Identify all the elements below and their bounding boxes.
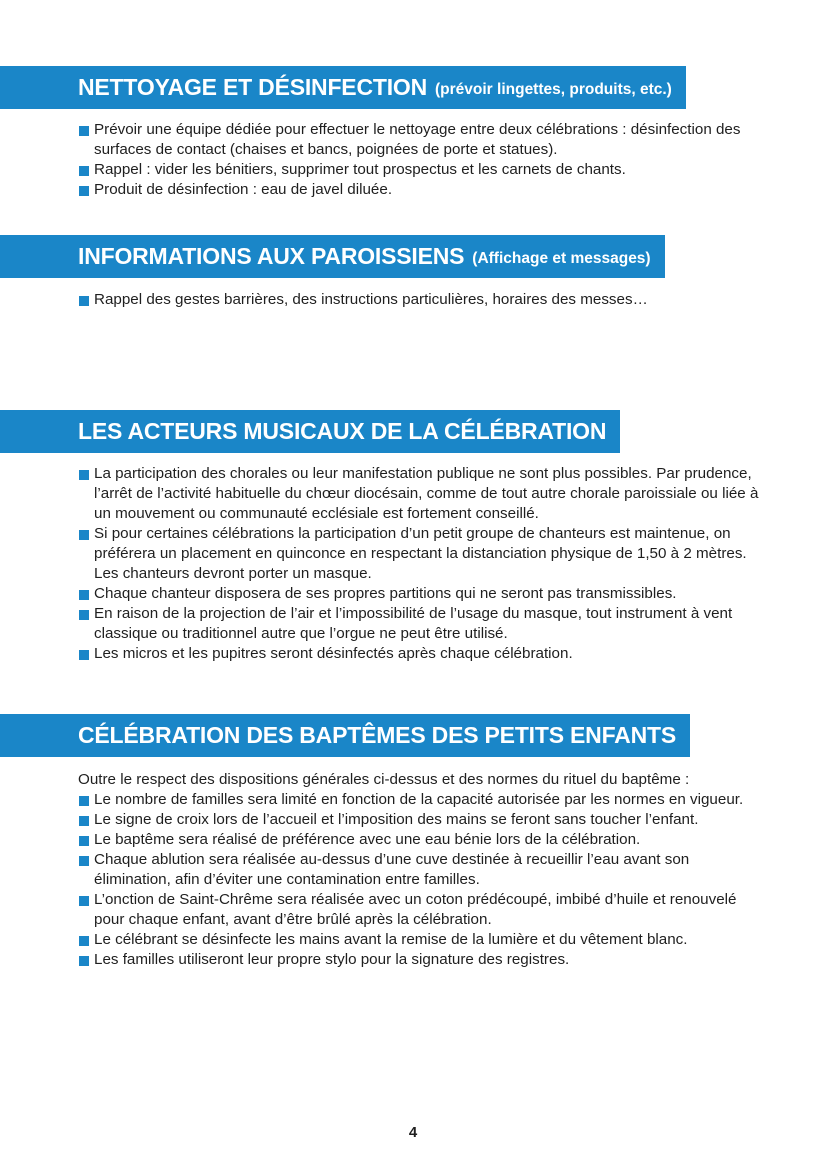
square-bullet-icon	[79, 896, 89, 906]
list-item: Les familles utiliseront leur propre stylo pour la signature des registres.	[78, 950, 768, 970]
square-bullet-icon	[79, 856, 89, 866]
list-item: Rappel : vider les bénitiers, supprimer tout prospectus et les carnets de chants.	[78, 160, 768, 180]
section-subtitle: (prévoir lingettes, produits, etc.)	[435, 80, 672, 98]
list-item: Le nombre de familles sera limité en fonction de la capacité autorisée par les normes en vigueur.	[78, 790, 768, 810]
section-title: LES ACTEURS MUSICAUX DE LA CÉLÉBRATION	[78, 418, 607, 444]
square-bullet-icon	[79, 530, 89, 540]
bullet-list	[78, 120, 768, 200]
section-banner-cleaning	[0, 66, 686, 109]
section-subtitle: (Affichage et messages)	[472, 249, 651, 267]
square-bullet-icon	[79, 296, 89, 306]
square-bullet-icon	[79, 126, 89, 136]
page-number: 4	[408, 1124, 418, 1141]
bullet-list	[78, 790, 768, 970]
list-item: Si pour certaines célébrations la participation d’un petit groupe de chanteurs est maintenue, on préférera un placement en quinconce en respectant la distanciation physique de 1,50 à 2 mètres. Les chanteurs devront porter un masque.	[78, 524, 768, 584]
square-bullet-icon	[79, 936, 89, 946]
square-bullet-icon	[79, 610, 89, 620]
square-bullet-icon	[79, 650, 89, 660]
list-item: Produit de désinfection : eau de javel diluée.	[78, 180, 768, 200]
section-banner-information	[0, 235, 665, 278]
section-intro: Outre le respect des dispositions générales ci-dessus et des normes du rituel du baptême :	[78, 771, 690, 788]
section-body-cleaning	[78, 120, 768, 200]
list-item: Les micros et les pupitres seront désinfectés après chaque célébration.	[78, 644, 768, 664]
square-bullet-icon	[79, 816, 89, 826]
square-bullet-icon	[79, 186, 89, 196]
list-item: Le célébrant se désinfecte les mains avant la remise de la lumière et du vêtement blanc.	[78, 930, 768, 950]
square-bullet-icon	[79, 470, 89, 480]
list-item: En raison de la projection de l’air et l’impossibilité de l’usage du masque, tout instrument à vent classique ou traditionnel autre que l’orgue ne peut être utilisé.	[78, 604, 768, 644]
section-body-music	[78, 464, 768, 664]
section-title: NETTOYAGE ET DÉSINFECTION	[78, 74, 427, 100]
section-banner-baptism	[0, 714, 690, 757]
square-bullet-icon	[79, 956, 89, 966]
square-bullet-icon	[79, 796, 89, 806]
section-title: CÉLÉBRATION DES BAPTÊMES DES PETITS ENFANTS	[78, 722, 676, 748]
section-body-baptism	[78, 770, 768, 970]
section-title: INFORMATIONS AUX PAROISSIENS	[78, 243, 465, 269]
list-item: Le signe de croix lors de l’accueil et l’imposition des mains se feront sans toucher l’enfant.	[78, 810, 768, 830]
list-item: Le baptême sera réalisé de préférence avec une eau bénie lors de la célébration.	[78, 830, 768, 850]
list-item: L’onction de Saint-Chrême sera réalisée avec un coton prédécoupé, imbibé d’huile et renouvelé pour chaque enfant, avant d’être brûlé après la célébration.	[78, 890, 768, 930]
square-bullet-icon	[79, 166, 89, 176]
list-item: Chaque ablution sera réalisée au-dessus d’une cuve destinée à recueillir l’eau avant son élimination, afin d’éviter une contamination entre familles.	[78, 850, 768, 890]
list-item: Chaque chanteur disposera de ses propres partitions qui ne seront pas transmissibles.	[78, 584, 768, 604]
list-item: Rappel des gestes barrières, des instructions particulières, horaires des messes…	[78, 290, 768, 310]
list-item: Prévoir une équipe dédiée pour effectuer le nettoyage entre deux célébrations : désinfection des surfaces de contact (chaises et bancs, poignées de porte et statues).	[78, 120, 768, 160]
bullet-list	[78, 290, 768, 310]
square-bullet-icon	[79, 590, 89, 600]
list-item: La participation des chorales ou leur manifestation publique ne sont plus possibles. Par prudence, l’arrêt de l’activité habituelle du chœur diocésain, comme de tout autre chorale paroissiale ou liée à un mouvement ou communauté ecclésiale est fortement conseillé.	[78, 464, 768, 524]
section-body-information	[78, 290, 768, 310]
bullet-list	[78, 464, 768, 664]
section-banner-music	[0, 410, 620, 453]
square-bullet-icon	[79, 836, 89, 846]
